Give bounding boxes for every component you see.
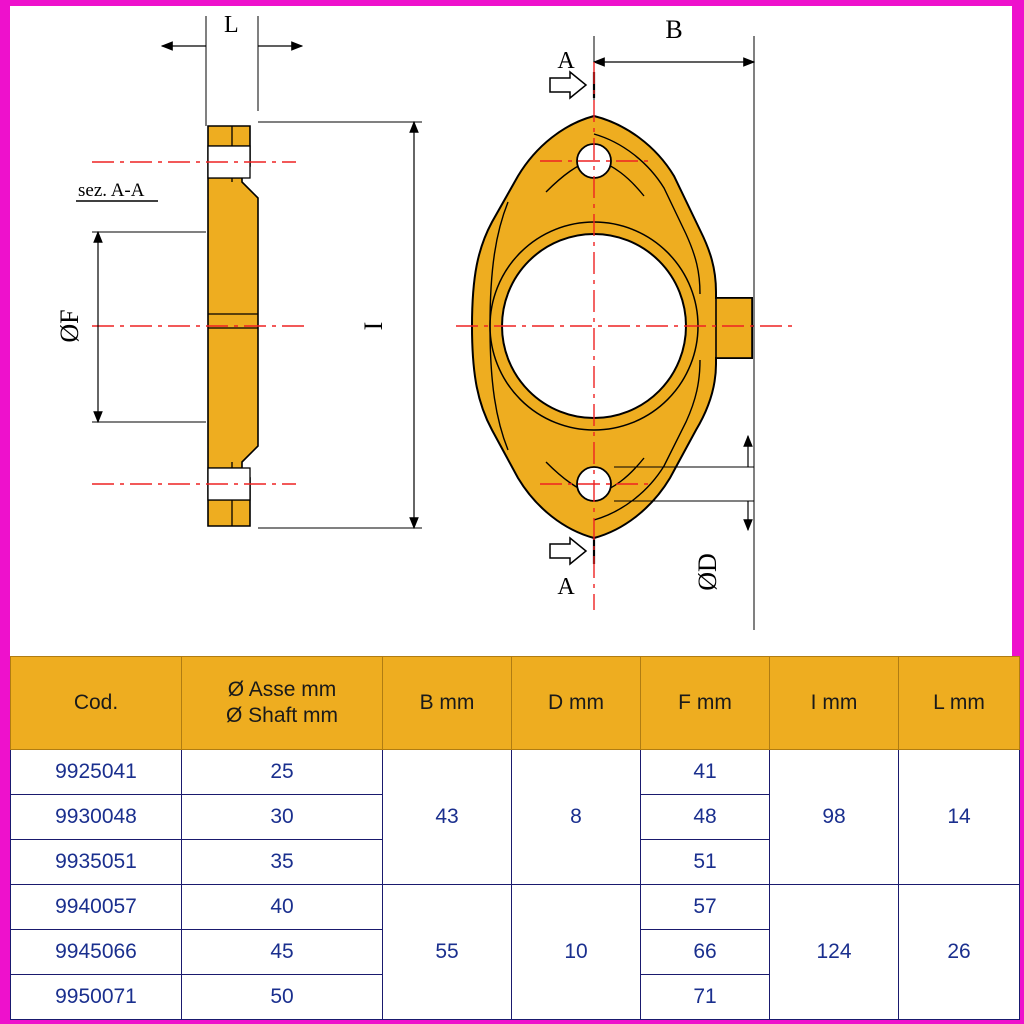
header-b-label: B mm: [419, 690, 475, 714]
svg-text:I: I: [359, 321, 388, 331]
svg-text:L: L: [224, 12, 239, 38]
header-shaft-line2: Ø Shaft mm: [225, 704, 339, 727]
cell-cod: 9930048: [11, 795, 182, 840]
table-row[interactable]: [11, 750, 1020, 795]
svg-text:sez. A-A: sez. A-A: [78, 180, 145, 201]
svg-text:A: A: [557, 48, 575, 74]
cell-shaft: 35: [182, 840, 383, 885]
cell-cod: 9940057: [11, 885, 182, 930]
section-arrow-bottom: [550, 538, 594, 600]
cell-f: 48: [641, 795, 770, 840]
table-header-row: [11, 657, 1020, 750]
cell-shaft: 30: [182, 795, 383, 840]
cell-cod: 9945066: [11, 930, 182, 975]
dimension-F: [55, 232, 206, 422]
header-shaft-diameter: [182, 657, 383, 750]
header-d: [512, 657, 641, 750]
cell-d-group1: 8: [512, 750, 641, 885]
frame-border-left: [0, 0, 10, 1024]
header-f: [641, 657, 770, 750]
header-i: [770, 657, 899, 750]
cell-shaft: 40: [182, 885, 383, 930]
dimension-I: [258, 122, 422, 528]
cell-f: 71: [641, 975, 770, 1020]
cell-shaft: 25: [182, 750, 383, 795]
section-arrow-top: [550, 48, 594, 98]
cell-f: 41: [641, 750, 770, 795]
header-l: [899, 657, 1020, 750]
header-f-label: F mm: [678, 690, 732, 714]
cell-shaft: 50: [182, 975, 383, 1020]
section-label-group: [76, 180, 158, 201]
cell-cod: 9950071: [11, 975, 182, 1020]
header-cod: [11, 657, 182, 750]
svg-text:B: B: [665, 15, 683, 44]
cell-b-group1: 43: [383, 750, 512, 885]
header-i-label: I mm: [810, 690, 858, 714]
cell-l-group1: 14: [899, 750, 1020, 885]
cell-cod: 9935051: [11, 840, 182, 885]
specification-table: [10, 656, 1020, 1020]
cell-f: 51: [641, 840, 770, 885]
header-cod-label: Cod.: [73, 690, 119, 714]
svg-text:A: A: [557, 574, 575, 600]
cell-d-group2: 10: [512, 885, 641, 1020]
technical-drawing: [10, 6, 1012, 652]
cell-f: 66: [641, 930, 770, 975]
svg-text:ØF: ØF: [55, 309, 84, 343]
cell-cod: 9925041: [11, 750, 182, 795]
cell-i-group2: 124: [770, 885, 899, 1020]
header-l-label: L mm: [933, 690, 985, 714]
table-row[interactable]: [11, 885, 1020, 930]
header-b: [383, 657, 512, 750]
dimension-L: [162, 12, 302, 126]
cell-f: 57: [641, 885, 770, 930]
frame-border-bottom: [0, 1020, 1024, 1024]
centerlines-section: [92, 162, 310, 484]
cell-l-group2: 26: [899, 885, 1020, 1020]
cell-b-group2: 55: [383, 885, 512, 1020]
cell-shaft: 45: [182, 930, 383, 975]
cell-i-group1: 98: [770, 750, 899, 885]
header-d-label: D mm: [548, 690, 604, 714]
header-shaft-line1: Ø Asse mm: [227, 677, 337, 701]
svg-text:ØD: ØD: [693, 553, 722, 591]
